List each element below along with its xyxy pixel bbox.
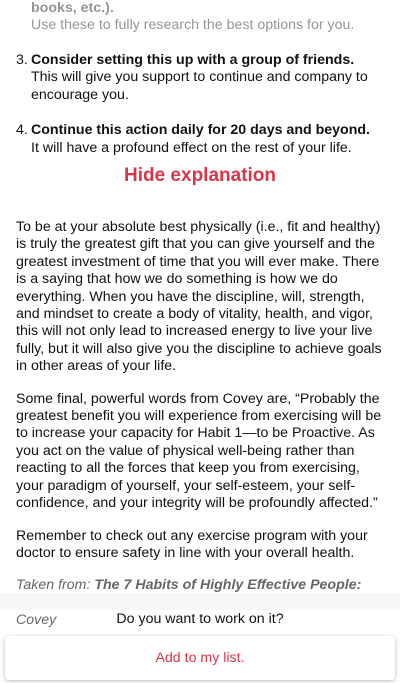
source-author: Covey [16, 612, 57, 629]
explanation-paragraph: To be at your absolute best physically (i.e., fit and healthy) is truly the greatest gift that you can give yourself and the greatest investment of time that you will ever make. There is a saying that how we do something is how we do everything. When you have the discipline, will, strength, and mindset to create a body of vitality, health, and vigor, this will not only lead to increased energy to live your live fully, but it will also give you the discipline to achieve goals in other areas of your life. [16, 219, 382, 375]
step-number: 4. [16, 122, 28, 138]
explanation-paragraph: Remember to check out any exercise program with your doctor to ensure safety in line with your overall health. [16, 527, 368, 561]
step-description: This will give you support to continue and company to encourage you. [31, 69, 368, 103]
step-title: Continue this action daily for 20 days and beyond. [31, 122, 370, 138]
step-item-2 [0, 0, 400, 35]
step-title: Consider setting this up with a group of friends. [31, 51, 355, 68]
add-to-list-button[interactable]: Add to my list. [5, 636, 395, 680]
source-prefix: Taken from: [16, 577, 95, 594]
action-steps-list [0, 0, 400, 157]
explanation-paragraph: Some final, powerful words from Covey are, “Probably the greatest benefit you will experience from exercising will be to increase your capacity for Habit 1—to be Proactive. As you act on the value of physical well-being rather than reacting to all the forces that keep you from exercising, your paradigm of yourself, your self-esteem, your self-confidence, and your integrity will be profoundly affected.” [16, 390, 382, 512]
step-item-4 [0, 122, 400, 157]
step-title: books, etc.). [31, 0, 114, 16]
step-description: It will have a profound effect on the rest of your life. [31, 139, 352, 156]
step-item-3 [0, 52, 400, 105]
work-on-it-prompt: Do you want to work on it? [116, 611, 284, 627]
step-number: 3. [16, 51, 28, 68]
explanation-section [16, 219, 391, 630]
step-description: Use these to fully research the best options for you. [31, 17, 355, 33]
section-divider [0, 593, 400, 610]
source-book-title: The 7 Habits of Highly Effective People: [94, 577, 362, 594]
hide-explanation-button[interactable]: Hide explanation [123, 165, 277, 186]
